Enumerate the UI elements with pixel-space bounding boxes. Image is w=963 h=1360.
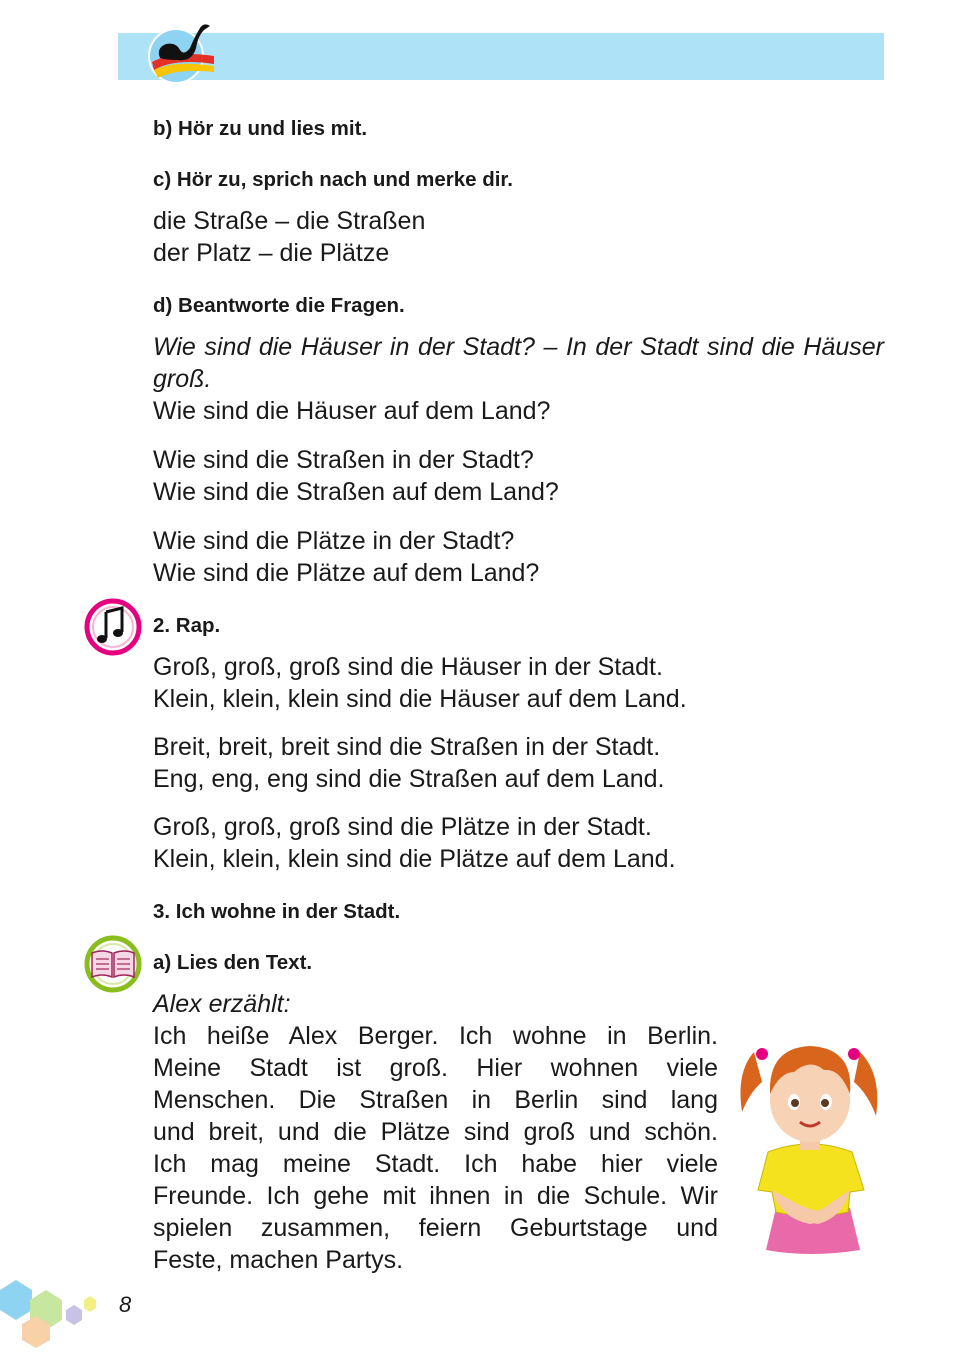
page-number: 8 bbox=[119, 1292, 132, 1317]
instruction-b: b) Hör zu und lies mit. bbox=[153, 117, 368, 140]
text-intro: Alex erzählt: bbox=[153, 990, 291, 1018]
swan-flag-logo-icon bbox=[140, 14, 220, 84]
rap-line: Groß, groß, groß sind die Plätze in der Stadt. bbox=[153, 813, 652, 841]
instruction-c: c) Hör zu, sprich nach und merke dir. bbox=[153, 168, 513, 191]
reading-text-line: Meine Stadt ist groß. Hier wohnen viele bbox=[153, 1054, 718, 1082]
music-note-icon bbox=[84, 598, 142, 656]
rap-line: Breit, breit, breit sind die Straßen in der Stadt. bbox=[153, 733, 661, 761]
exercise-3-title: 3. Ich wohne in der Stadt. bbox=[153, 900, 401, 923]
example-answer: Wie sind die Häuser in der Stadt? – In der Stadt sind die Häuser groß. bbox=[153, 333, 884, 393]
rap-line: Klein, klein, klein sind die Häuser auf dem Land. bbox=[153, 685, 687, 713]
header-bar bbox=[118, 33, 884, 80]
instruction-a: a) Lies den Text. bbox=[153, 951, 313, 974]
question: Wie sind die Plätze in der Stadt? bbox=[153, 527, 515, 555]
vocab-line: die Straße – die Straßen bbox=[153, 207, 426, 235]
question: Wie sind die Straßen in der Stadt? bbox=[153, 446, 534, 474]
reading-text-line: Ich heiße Alex Berger. Ich wohne in Berlin. bbox=[153, 1022, 718, 1050]
instruction-d: d) Beantworte die Fragen. bbox=[153, 294, 405, 317]
reading-text-line: Ich mag meine Stadt. Ich habe hier viele bbox=[153, 1150, 718, 1178]
question: Wie sind die Straßen auf dem Land? bbox=[153, 478, 559, 506]
open-book-icon bbox=[84, 935, 142, 993]
rap-line: Groß, groß, groß sind die Häuser in der Stadt. bbox=[153, 653, 663, 681]
rap-line: Klein, klein, klein sind die Plätze auf dem Land. bbox=[153, 845, 676, 873]
question: Wie sind die Häuser auf dem Land? bbox=[153, 397, 551, 425]
reading-text-line: spielen zusammen, feiern Geburtstage und bbox=[153, 1214, 718, 1242]
reading-text-line: Menschen. Die Straßen in Berlin sind lang bbox=[153, 1086, 718, 1114]
rap-line: Eng, eng, eng sind die Straßen auf dem Land. bbox=[153, 765, 665, 793]
vocab-line: der Platz – die Plätze bbox=[153, 239, 390, 267]
hexagon-decoration-icon bbox=[0, 1280, 100, 1350]
reading-text-line: Feste, machen Partys. bbox=[153, 1246, 404, 1274]
reading-text-line: Freunde. Ich gehe mit ihnen in die Schule. Wir bbox=[153, 1182, 718, 1210]
reading-text-line: und breit, und die Plätze sind groß und schön. bbox=[153, 1118, 718, 1146]
girl-illustration bbox=[732, 1012, 892, 1258]
exercise-2-title: 2. Rap. bbox=[153, 614, 221, 637]
question: Wie sind die Plätze auf dem Land? bbox=[153, 559, 540, 587]
